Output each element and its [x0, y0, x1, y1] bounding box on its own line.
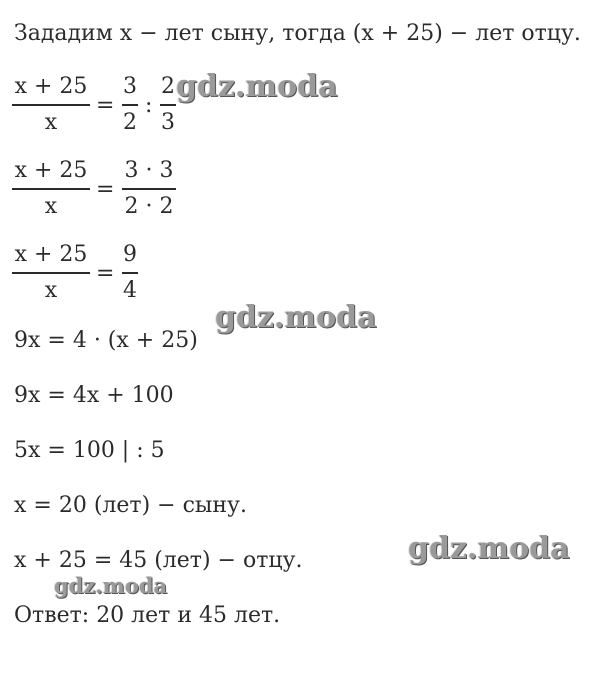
- eq3-rhs-numerator: 9: [123, 242, 137, 267]
- watermark-logo: gdz.moda: [176, 69, 338, 104]
- eq1-r2-fraction: [160, 76, 176, 134]
- step-line-2: 9x = 4x + 100: [14, 383, 174, 408]
- eq3-equals: =: [96, 261, 115, 286]
- eq3-rhs-fraction: [122, 244, 138, 302]
- step-line-3: 5x = 100 | : 5: [14, 438, 165, 463]
- eq1-r2-denominator: 3: [161, 110, 175, 135]
- result-son: x = 20 (лет) − сыну.: [14, 493, 247, 518]
- eq3-lhs-denominator: x: [44, 278, 58, 303]
- eq3-rhs-denominator: 4: [123, 278, 137, 303]
- eq1-r2-numerator: 2: [161, 74, 175, 99]
- eq3-lhs-numerator: x + 25: [14, 242, 88, 267]
- eq2-rhs-denominator: 2 · 2: [124, 194, 174, 219]
- step-line-1: 9x = 4 · (x + 25): [14, 328, 198, 353]
- eq1-lhs-numerator: x + 25: [14, 74, 88, 99]
- eq1-r2-bar: [160, 104, 176, 106]
- watermark-logo: gdz.moda: [54, 573, 168, 598]
- eq2-lhs-fraction: [12, 160, 90, 218]
- eq2-lhs-numerator: x + 25: [14, 158, 88, 183]
- eq1-divide: :: [145, 93, 153, 118]
- eq2-rhs-bar: [122, 188, 176, 190]
- eq3-lhs-fraction: [12, 244, 90, 302]
- watermark-logo: gdz.moda: [408, 531, 570, 566]
- eq3-lhs-bar: [12, 272, 90, 274]
- eq2-rhs-fraction: [122, 160, 176, 218]
- eq2-lhs-bar: [12, 188, 90, 190]
- eq1-r1-denominator: 2: [123, 110, 137, 135]
- answer-line: Ответ: 20 лет и 45 лет.: [14, 603, 281, 628]
- result-father: x + 25 = 45 (лет) − отцу.: [14, 548, 303, 573]
- eq2-rhs-numerator: 3 · 3: [124, 158, 174, 183]
- watermark-logo: gdz.moda: [215, 300, 377, 335]
- eq1-r1-numerator: 3: [123, 74, 137, 99]
- eq1-lhs-bar: [12, 104, 90, 106]
- eq1-equals: =: [96, 93, 115, 118]
- intro-text: Зададим x − лет сыну, тогда (x + 25) − лет отцу.: [14, 21, 581, 46]
- eq2-equals: =: [96, 177, 115, 202]
- eq1-r1-fraction: [122, 76, 138, 134]
- eq1-lhs-denominator: x: [44, 110, 58, 135]
- eq1-r1-bar: [122, 104, 138, 106]
- eq1-lhs-fraction: [12, 76, 90, 134]
- eq3-rhs-bar: [122, 272, 138, 274]
- eq2-lhs-denominator: x: [44, 194, 58, 219]
